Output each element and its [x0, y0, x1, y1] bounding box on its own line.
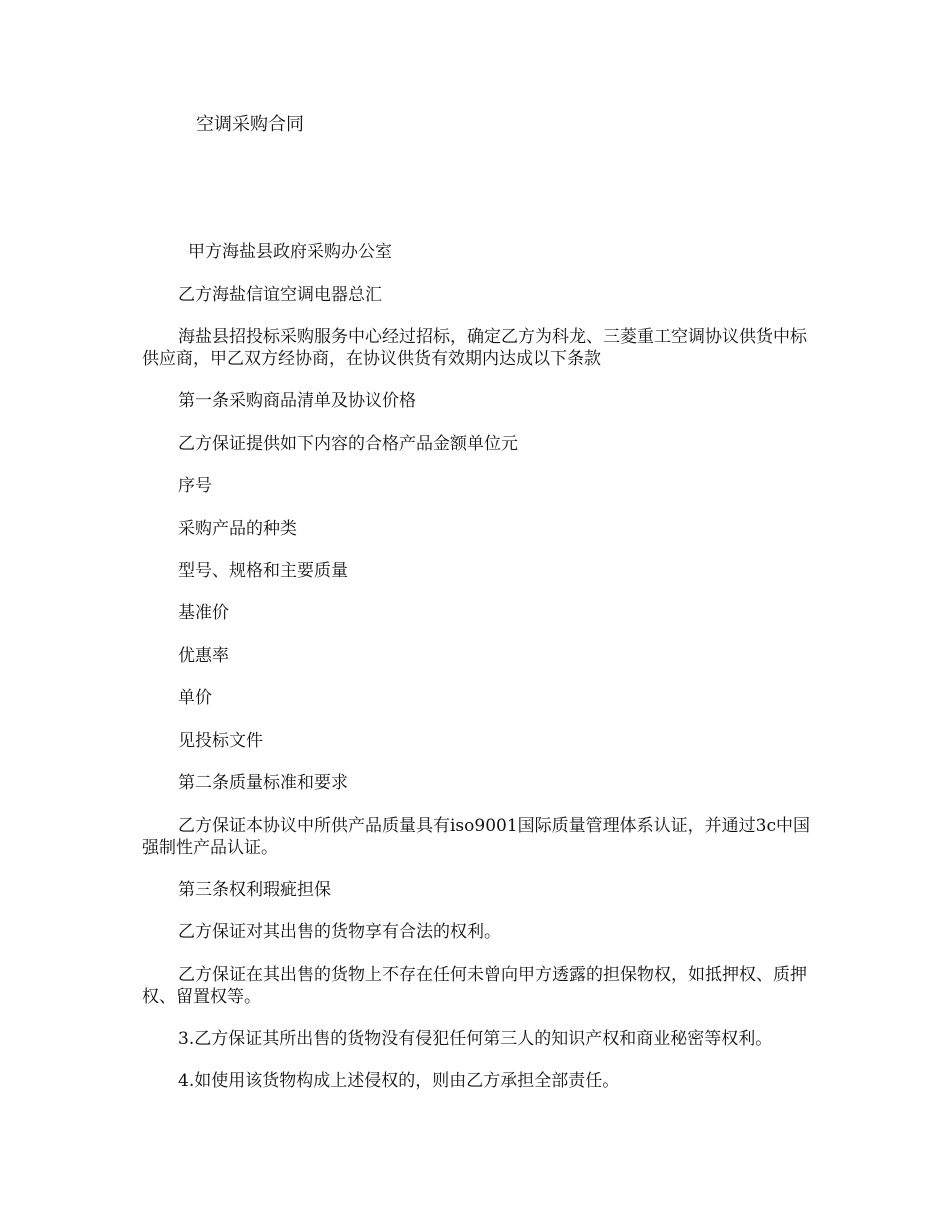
paragraph-base-price: 基准价 [178, 603, 229, 623]
paragraph-model-spec: 型号、规格和主要质量 [178, 561, 348, 581]
paragraph-article-3-heading: 第三条权利瑕疵担保 [178, 880, 331, 900]
paragraph-liability: 4.如使用该货物构成上述侵权的，则由乙方承担全部责任。 [178, 1071, 620, 1091]
paragraph-no-ip-infringement: 3.乙方保证其所出售的货物没有侵犯任何第三人的知识产权和商业秘密等权利。 [178, 1029, 773, 1049]
paragraph-unit-price: 单价 [178, 688, 212, 708]
paragraph-party-a: 甲方海盐县政府采购办公室 [188, 242, 392, 262]
paragraph-intro: 海盐县招投标采购服务中心经过招标，确定乙方为科龙、三菱重工空调协议供货中标供应商，甲乙双方经协商，在协议供货有效期内达成以下条款 [142, 327, 807, 369]
paragraph-no-security-interest: 乙方保证在其出售的货物上不存在任何未曾向甲方透露的担保物权，如抵押权、质押权、留置权等。 [142, 965, 807, 1007]
paragraph-product-type: 采购产品的种类 [178, 519, 297, 539]
paragraph-serial-number: 序号 [178, 476, 212, 496]
paragraph-article-2-heading: 第二条质量标准和要求 [178, 773, 348, 793]
paragraph-discount-rate: 优惠率 [178, 646, 229, 666]
paragraph-see-bid-docs: 见投标文件 [178, 731, 263, 751]
paragraph-article-1-heading: 第一条采购商品清单及协议价格 [178, 391, 416, 411]
paragraph-quality-cert: 乙方保证本协议中所供产品质量具有iso9001国际质量管理体系认证，并通过3c中国强制性产品认证。 [142, 816, 810, 858]
document-title: 空调采购合同 [196, 114, 304, 135]
paragraph-lawful-rights: 乙方保证对其出售的货物享有合法的权利。 [178, 922, 501, 942]
paragraph-product-guarantee: 乙方保证提供如下内容的合格产品金额单位元 [178, 434, 518, 454]
paragraph-party-b: 乙方海盐信谊空调电器总汇 [178, 285, 382, 305]
